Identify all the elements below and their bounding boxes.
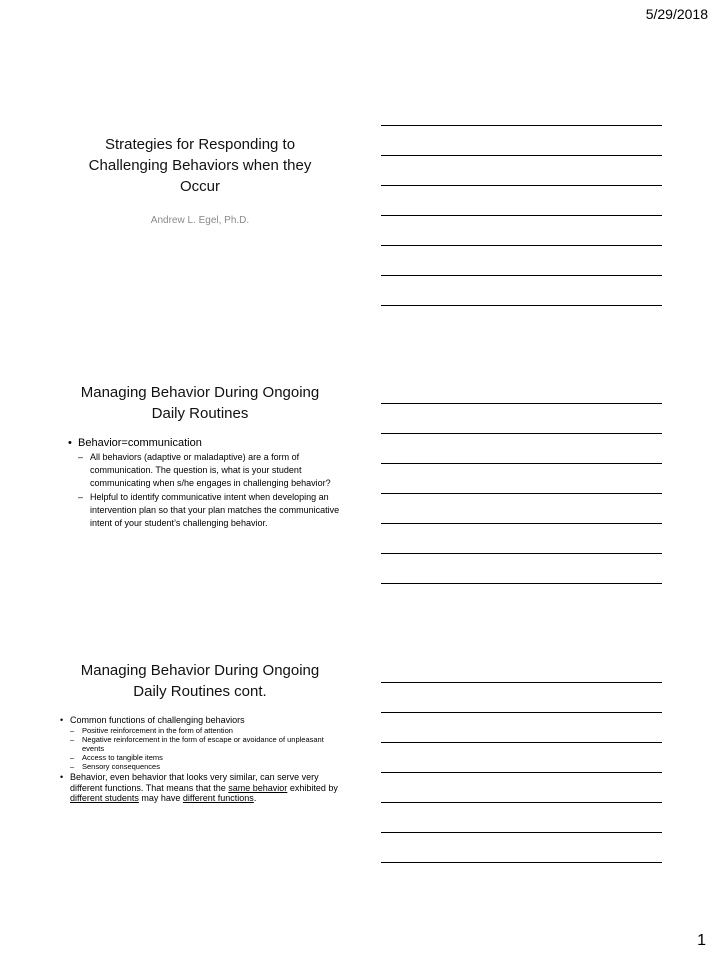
list-item: – Negative reinforcement in the form of escape or avoidance of unpleasant events (82, 735, 340, 753)
note-line (381, 463, 662, 464)
note-line (381, 772, 662, 773)
list-item (70, 714, 340, 771)
slide-3 (55, 660, 345, 804)
bullet-text: exhibited by (287, 782, 338, 793)
note-line (381, 305, 662, 306)
notes-lines-1 (381, 125, 662, 335)
bullet-text: Behavior=communication (78, 437, 202, 449)
note-line (381, 215, 662, 216)
note-line (381, 403, 662, 404)
note-line (381, 493, 662, 494)
list-item (78, 436, 343, 530)
notes-lines-2 (381, 403, 662, 613)
slide-2-subitems (78, 451, 343, 530)
note-line (381, 275, 662, 276)
list-item: – Helpful to identify communicative intent when developing an intervention plan so that your plan matches the communicative intent of your student’s challenging behavior. (90, 491, 343, 530)
note-line (381, 712, 662, 713)
note-line (381, 433, 662, 434)
list-item: – Sensory consequences (82, 762, 340, 771)
slide-3-title: Managing Behavior During Ongoing Daily Routines cont. (80, 662, 320, 700)
slide-2 (55, 382, 345, 530)
notes-lines-3 (381, 682, 662, 892)
note-line (381, 155, 662, 156)
list-item (70, 772, 340, 804)
list-item: – All behaviors (adaptive or maladaptive) are a form of communication. The question is, what is your student communicating when s/he engages in challenging behavior? (90, 451, 343, 490)
note-line (381, 583, 662, 584)
note-line (381, 553, 662, 554)
bullet-text: Behavior, even behavior that looks very similar, can serve very different functions. That means that the (70, 772, 319, 793)
page-number: 1 (697, 932, 706, 949)
slide-1 (55, 134, 345, 226)
print-date: 5/29/2018 (645, 6, 708, 22)
bullet-text: may have (138, 793, 183, 803)
underlined-text: same behavior (228, 782, 288, 793)
note-line (381, 832, 662, 833)
bullet-text: Common functions of challenging behaviors (70, 715, 245, 725)
note-line (381, 125, 662, 126)
slide-3-subitems (70, 726, 340, 771)
list-item: – Access to tangible items (82, 753, 340, 762)
slide-1-title: Strategies for Responding to Challenging Behaviors when they Occur (88, 136, 312, 195)
slide-2-title: Managing Behavior During Ongoing Daily Routines (80, 384, 320, 422)
underlined-text: different functions (182, 793, 254, 803)
list-item: – Positive reinforcement in the form of attention (82, 726, 340, 735)
note-line (381, 185, 662, 186)
note-line (381, 245, 662, 246)
slide-1-subtitle: Andrew L. Egel, Ph.D. (150, 215, 250, 226)
note-line (381, 742, 662, 743)
underlined-text: different students (70, 793, 139, 803)
note-line (381, 682, 662, 683)
note-line (381, 862, 662, 863)
slide-3-bullets (55, 714, 340, 804)
bullet-text: . (253, 793, 257, 803)
note-line (381, 523, 662, 524)
slide-2-bullets (55, 436, 343, 530)
note-line (381, 802, 662, 803)
